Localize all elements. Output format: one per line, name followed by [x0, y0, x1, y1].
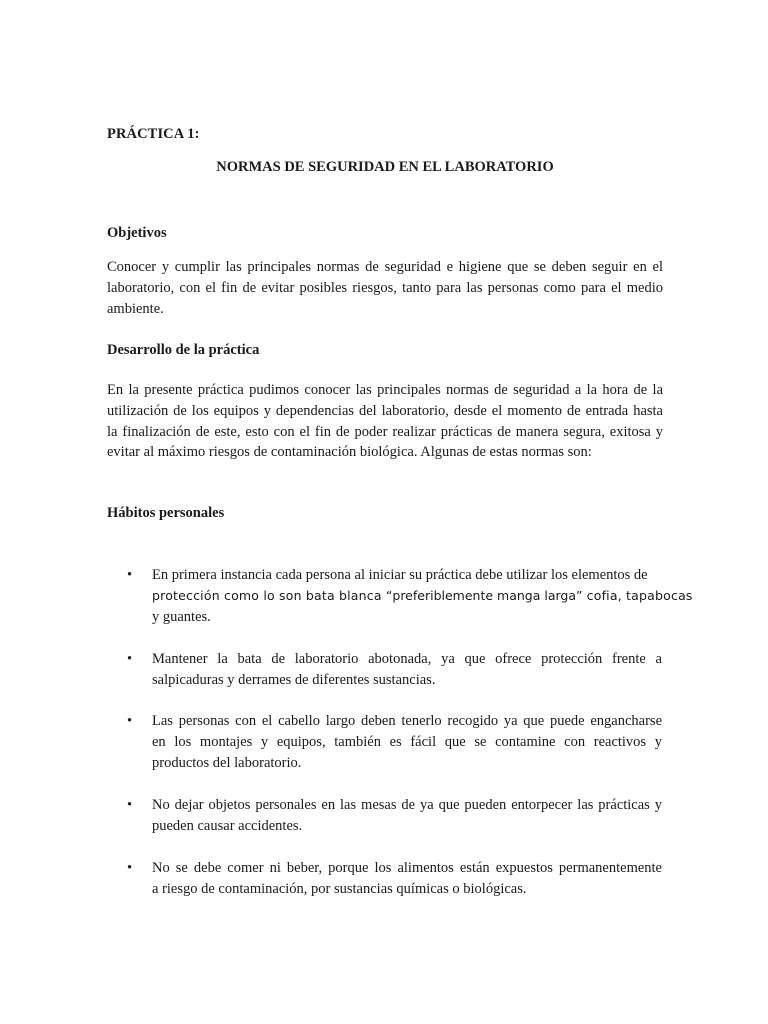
list-item-line	[152, 586, 693, 607]
practice-label: PRÁCTICA 1:	[107, 126, 200, 142]
development-line-1: En la presente práctica pudimos conocer las principales normas de seguridad a la hora de la	[107, 382, 663, 398]
list-item-line: y guantes.	[152, 608, 211, 625]
list-item-line: No dejar objetos personales en las mesas de ya que pueden entorpecer las prácticas y	[152, 797, 662, 813]
list-item-line: No se debe comer ni beber, porque los alimentos están expuestos permanentemente	[152, 860, 662, 876]
bullet-icon: •	[127, 860, 133, 876]
list-item-line: en los montajes y equipos, también es fácil que se contamine con reactivos y	[152, 733, 662, 750]
list-item-line-segment: protección como lo son bata blanca	[152, 587, 386, 603]
bullet-icon: •	[127, 567, 133, 583]
bullet-icon: •	[127, 651, 133, 667]
list-item-line: pueden causar accidentes.	[152, 817, 303, 834]
document-title: NORMAS DE SEGURIDAD EN EL LABORATORIO	[216, 159, 554, 175]
objectives-line-1: Conocer y cumplir las principales normas de seguridad e higiene que se deben seguir en el	[107, 259, 663, 275]
list-item-text	[152, 649, 662, 691]
list-item-line: En primera instancia cada persona al iniciar su práctica debe utilizar los elementos de	[152, 567, 648, 583]
development-line-4: evitar al máximo riesgos de contaminación biológica. Algunas de estas normas son:	[107, 444, 592, 461]
list-item-line-segment: cofia, tapabocas	[582, 587, 693, 603]
development-paragraph	[107, 380, 663, 463]
list-item-line: Mantener la bata de laboratorio abotonada, ya que ofrece protección frente a	[152, 651, 662, 667]
list-item-line: salpicaduras y derrames de diferentes sustancias.	[152, 671, 436, 688]
list-item-text	[152, 711, 662, 773]
bullet-icon: •	[127, 797, 133, 813]
list-item-text	[152, 858, 662, 900]
habits-heading: Hábitos personales	[107, 505, 225, 521]
development-heading: Desarrollo de la práctica	[107, 342, 260, 358]
objectives-heading: Objetivos	[107, 225, 167, 241]
objectives-paragraph	[107, 257, 663, 319]
list-item-text	[152, 795, 662, 837]
list-item-line: productos del laboratorio.	[152, 754, 302, 771]
list-item-text	[152, 565, 693, 627]
objectives-line-2: laboratorio, con el fin de evitar posibles riesgos, tanto para las personas como para el medio	[107, 279, 663, 296]
list-item-line: Las personas con el cabello largo deben tenerlo recogido ya que puede engancharse	[152, 713, 662, 729]
objectives-line-3: ambiente.	[107, 300, 164, 317]
bullet-icon: •	[127, 713, 133, 729]
list-item-line-segment: “preferiblemente manga larga”	[385, 587, 583, 603]
development-line-2: utilización de los equipos y dependencias del laboratorio, desde el momento de entrada hasta	[107, 402, 663, 419]
development-line-3: la finalización de este, esto con el fin de poder realizar prácticas de manera segura, exitosa y	[107, 423, 663, 440]
list-item-line: a riesgo de contaminación, por sustancias químicas o biológicas.	[152, 880, 527, 897]
